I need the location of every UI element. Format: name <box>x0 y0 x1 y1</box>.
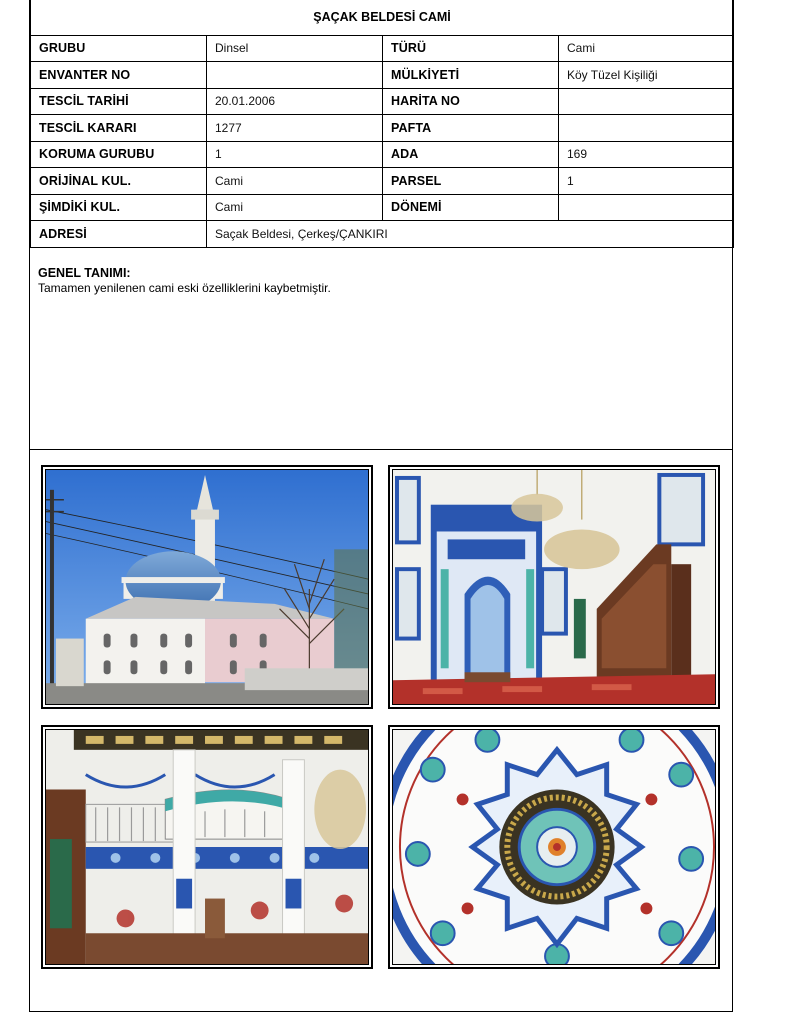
koruma-label: KORUMA GURUBU <box>31 141 207 168</box>
adresi-value: Saçak Beldesi, Çerkeş/ÇANKIRI <box>207 221 734 248</box>
orijinal-label: ORİJİNAL KUL. <box>31 168 207 195</box>
tescil-karari-value: 1277 <box>207 115 383 142</box>
grubu-label: GRUBU <box>31 35 207 62</box>
parsel-value: 1 <box>559 168 734 195</box>
simdiki-label: ŞİMDİKİ KUL. <box>31 194 207 221</box>
adresi-label: ADRESİ <box>31 221 207 248</box>
ada-value: 169 <box>559 141 734 168</box>
balcony-interior-image <box>46 730 368 964</box>
general-description <box>30 248 733 450</box>
turu-value: Cami <box>559 35 734 62</box>
tescil-tarihi-label: TESCİL TARİHİ <box>31 88 207 115</box>
dome-ceiling-image <box>393 730 715 964</box>
ada-label: ADA <box>383 141 559 168</box>
sheet-title: ŞAÇAK BELDESİ CAMİ <box>31 0 734 35</box>
pafta-value <box>559 115 734 142</box>
description-label: GENEL TANIMI: <box>38 266 131 280</box>
photo-balcony <box>41 725 373 969</box>
envanter-label: ENVANTER NO <box>31 62 207 89</box>
envanter-value <box>207 62 383 89</box>
parsel-label: PARSEL <box>383 168 559 195</box>
grubu-value: Dinsel <box>207 35 383 62</box>
turu-label: TÜRÜ <box>383 35 559 62</box>
inventory-table <box>30 0 734 248</box>
mihrab-interior-image <box>393 470 715 704</box>
tescil-tarihi-value: 20.01.2006 <box>207 88 383 115</box>
simdiki-value: Cami <box>207 194 383 221</box>
description-text: Tamamen yenilenen cami eski özelliklerini kaybetmiştir. <box>38 281 331 295</box>
harita-label: HARİTA NO <box>383 88 559 115</box>
photo-exterior <box>41 465 373 709</box>
photo-mihrab <box>388 465 720 709</box>
koruma-value: 1 <box>207 141 383 168</box>
donemi-value <box>559 194 734 221</box>
harita-value <box>559 88 734 115</box>
orijinal-value: Cami <box>207 168 383 195</box>
mulkiyeti-value: Köy Tüzel Kişiliği <box>559 62 734 89</box>
donemi-label: DÖNEMİ <box>383 194 559 221</box>
mosque-exterior-image <box>46 470 368 704</box>
pafta-label: PAFTA <box>383 115 559 142</box>
tescil-karari-label: TESCİL KARARI <box>31 115 207 142</box>
mulkiyeti-label: MÜLKİYETİ <box>383 62 559 89</box>
photo-dome <box>388 725 720 969</box>
